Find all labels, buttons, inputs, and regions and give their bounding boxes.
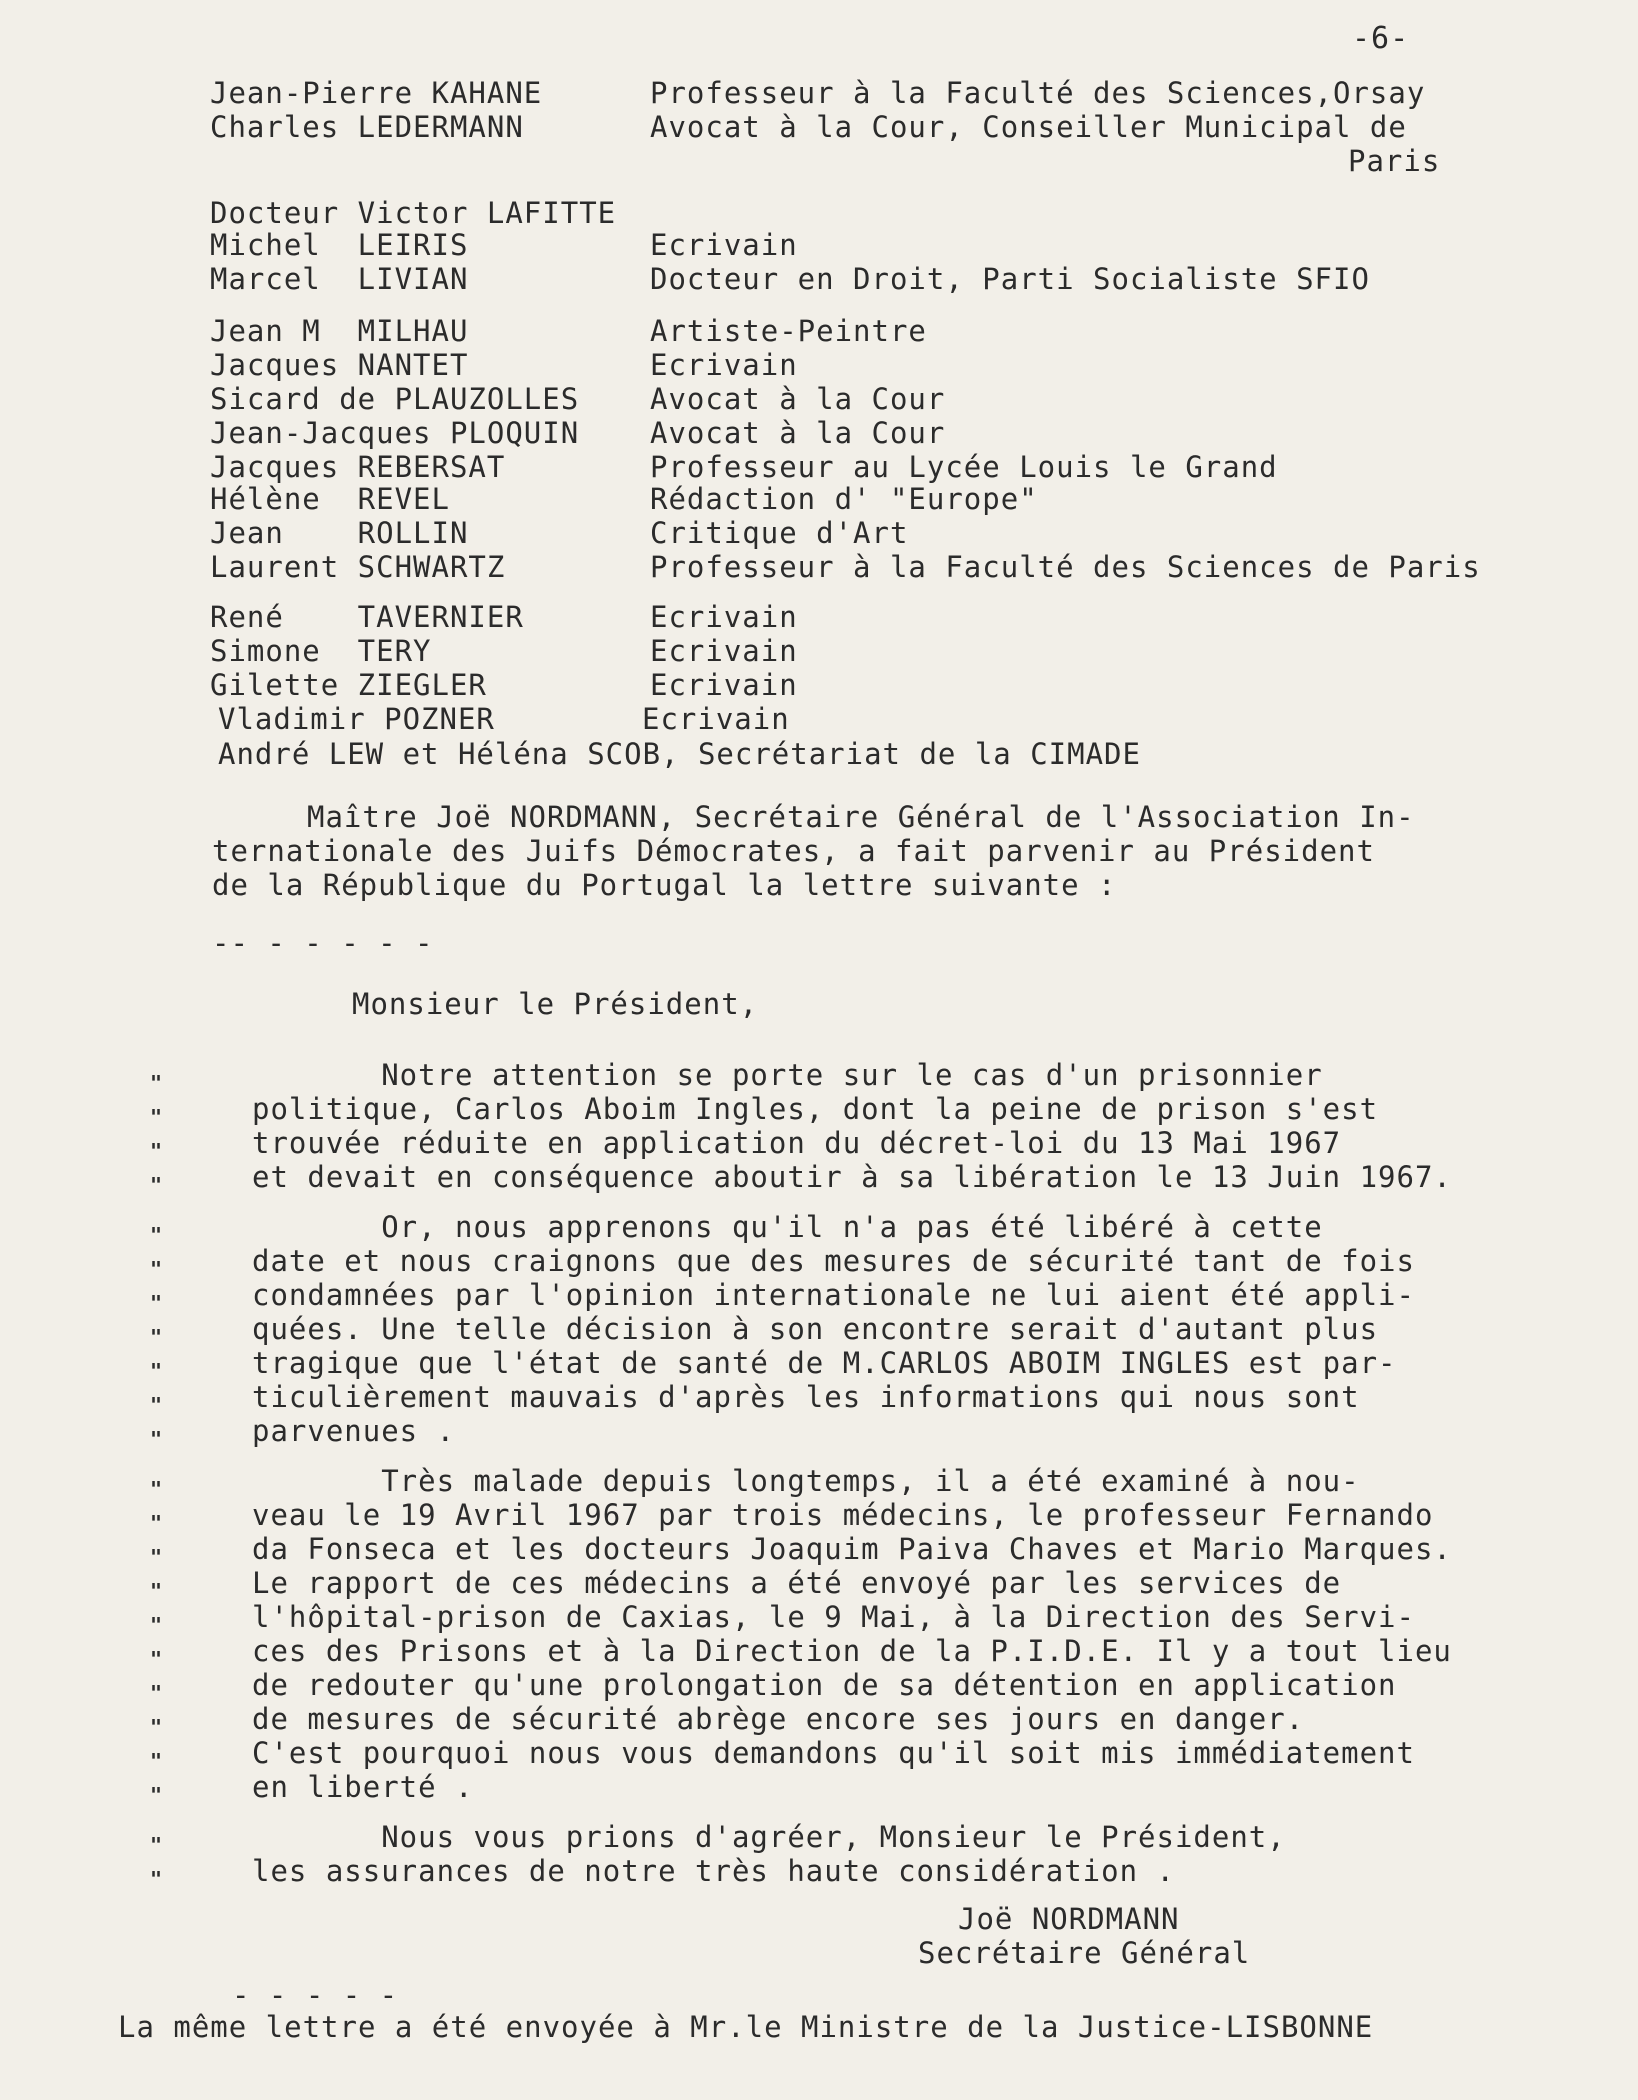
signature-title: Secrétaire Général	[918, 1936, 1251, 1970]
page-number: -6-	[1352, 21, 1410, 56]
margin-quote-mark: "	[150, 1749, 163, 1773]
letter-line: Or, nous apprenons qu'il n'a pas été libéré à cette	[252, 1210, 1323, 1244]
signatory-role: Professeur à la Faculté des Sciences,Orsay	[650, 76, 1426, 110]
letter-line: en liberté .	[252, 1770, 474, 1804]
signatory-name: Vladimir POZNER	[218, 702, 495, 736]
signatory-name: René TAVERNIER	[210, 600, 524, 634]
letter-line: ticulièrement mauvais d'après les informations qui nous sont	[252, 1380, 1360, 1414]
signatory-name: Sicard de PLAUZOLLES	[210, 382, 580, 416]
signatory-name: Jean ROLLIN	[210, 516, 469, 550]
signatory-name: Simone TERY	[210, 634, 432, 668]
signatory-role: Ecrivain	[650, 348, 798, 382]
margin-quote-mark: "	[150, 1613, 163, 1637]
letter-line: condamnées par l'opinion internationale ne lui aient été appli-	[252, 1278, 1415, 1312]
letter-line: tragique que l'état de santé de M.CARLOS ABOIM INGLES est par-	[252, 1346, 1397, 1380]
signatory-role-continued: Paris	[1348, 144, 1441, 178]
margin-quote-mark: "	[150, 1071, 163, 1095]
signatory-role: Professeur au Lycée Louis le Grand	[650, 450, 1278, 484]
signatory-role: Ecrivain	[650, 634, 798, 668]
letter-line: de redouter qu'une prolongation de sa détention en application	[252, 1668, 1397, 1702]
letter-line: C'est pourquoi nous vous demandons qu'il soit mis immédiatement	[252, 1736, 1415, 1770]
signatory-role: Professeur à la Faculté des Sciences de Paris	[650, 550, 1481, 584]
signatory-role: Rédaction d' "Europe"	[650, 482, 1038, 516]
footer-note: La même lettre a été envoyée à Mr.le Ministre de la Justice-LISBONNE	[118, 2010, 1374, 2044]
signatory-role: Docteur en Droit, Parti Socialiste SFIO	[650, 262, 1370, 296]
letter-line: l'hôpital-prison de Caxias, le 9 Mai, à la Direction des Servi-	[252, 1600, 1415, 1634]
margin-quote-mark: "	[150, 1325, 163, 1349]
margin-quote-mark: "	[150, 1833, 163, 1857]
margin-quote-mark: "	[150, 1579, 163, 1603]
signatory-name: Charles LEDERMANN	[210, 110, 524, 144]
letter-line: Notre attention se porte sur le cas d'un prisonnier	[252, 1058, 1323, 1092]
cimade-line: André LEW et Héléna SCOB, Secrétariat de la CIMADE	[218, 737, 1141, 771]
margin-quote-mark: "	[150, 1545, 163, 1569]
letter-line: Le rapport de ces médecins a été envoyé par les services de	[252, 1566, 1342, 1600]
letter-line: quées. Une telle décision à son encontre serait d'autant plus	[252, 1312, 1379, 1346]
signatory-role: Ecrivain	[650, 600, 798, 634]
letter-line: veau le 19 Avril 1967 par trois médecins, le professeur Fernando	[252, 1498, 1434, 1532]
margin-quote-mark: "	[150, 1393, 163, 1417]
letter-line: da Fonseca et les docteurs Joaquim Paiva Chaves et Mario Marques.	[252, 1532, 1452, 1566]
signatory-name: Jacques NANTET	[210, 348, 469, 382]
margin-quote-mark: "	[150, 1715, 163, 1739]
intro-line-3: de la République du Portugal la lettre suivante :	[212, 868, 1117, 902]
margin-quote-mark: "	[150, 1783, 163, 1807]
letter-line: date et nous craignons que des mesures de sécurité tant de fois	[252, 1244, 1415, 1278]
signatory-name: Jean-Pierre KAHANE	[210, 76, 543, 110]
signatory-name: Hélène REVEL	[210, 482, 450, 516]
separator: - - - - -	[232, 1978, 399, 2012]
signatory-role: Avocat à la Cour, Conseiller Municipal de	[650, 110, 1407, 144]
margin-quote-mark: "	[150, 1427, 163, 1451]
salutation: Monsieur le Président,	[352, 987, 759, 1021]
margin-quote-mark: "	[150, 1105, 163, 1129]
signatory-name: Laurent SCHWARTZ	[210, 550, 506, 584]
margin-quote-mark: "	[150, 1257, 163, 1281]
margin-quote-mark: "	[150, 1681, 163, 1705]
margin-quote-mark: "	[150, 1291, 163, 1315]
letter-line: trouvée réduite en application du décret-loi du 13 Mai 1967	[252, 1126, 1342, 1160]
signatory-name: Michel LEIRIS	[210, 228, 469, 262]
signatory-role: Critique d'Art	[650, 516, 909, 550]
signatory-role: Ecrivain	[650, 668, 798, 702]
margin-quote-mark: "	[150, 1647, 163, 1671]
intro-line-2: ternationale des Juifs Démocrates, a fait parvenir au Président	[212, 834, 1375, 868]
margin-quote-mark: "	[150, 1139, 163, 1163]
margin-quote-mark: "	[150, 1173, 163, 1197]
margin-quote-mark: "	[150, 1477, 163, 1501]
signatory-name: Jean-Jacques PLOQUIN	[210, 416, 580, 450]
letter-line: ces des Prisons et à la Direction de la P.I.D.E. Il y a tout lieu	[252, 1634, 1452, 1668]
letter-line: les assurances de notre très haute considération .	[252, 1854, 1175, 1888]
letter-line: de mesures de sécurité abrège encore ses jours en danger.	[252, 1702, 1305, 1736]
signatory-name: Docteur Victor LAFITTE	[210, 196, 617, 230]
letter-line: Très malade depuis longtemps, il a été examiné à nou-	[252, 1464, 1360, 1498]
signatory-role: Avocat à la Cour	[650, 382, 946, 416]
signatory-role: Avocat à la Cour	[650, 416, 946, 450]
signatory-name: Jacques REBERSAT	[210, 450, 506, 484]
letter-line: Nous vous prions d'agréer, Monsieur le Président,	[252, 1820, 1286, 1854]
letter-line: parvenues .	[252, 1414, 456, 1448]
margin-quote-mark: "	[150, 1511, 163, 1535]
margin-quote-mark: "	[150, 1867, 163, 1891]
signatory-role: Ecrivain	[642, 702, 790, 736]
letter-line: politique, Carlos Aboim Ingles, dont la peine de prison s'est	[252, 1092, 1379, 1126]
signature-name: Joë NORDMANN	[958, 1902, 1180, 1936]
letter-line: et devait en conséquence aboutir à sa libération le 13 Juin 1967.	[252, 1160, 1452, 1194]
margin-quote-mark: "	[150, 1359, 163, 1383]
signatory-name: Gilette ZIEGLER	[210, 668, 487, 702]
signatory-role: Artiste-Peintre	[650, 314, 927, 348]
margin-quote-mark: "	[150, 1223, 163, 1247]
signatory-name: Marcel LIVIAN	[210, 262, 469, 296]
intro-line-1: Maître Joë NORDMANN, Secrétaire Général de l'Association In-	[307, 800, 1415, 834]
signatory-role: Ecrivain	[650, 228, 798, 262]
separator: -- - - - - -	[212, 926, 434, 960]
signatory-name: Jean M MILHAU	[210, 314, 469, 348]
